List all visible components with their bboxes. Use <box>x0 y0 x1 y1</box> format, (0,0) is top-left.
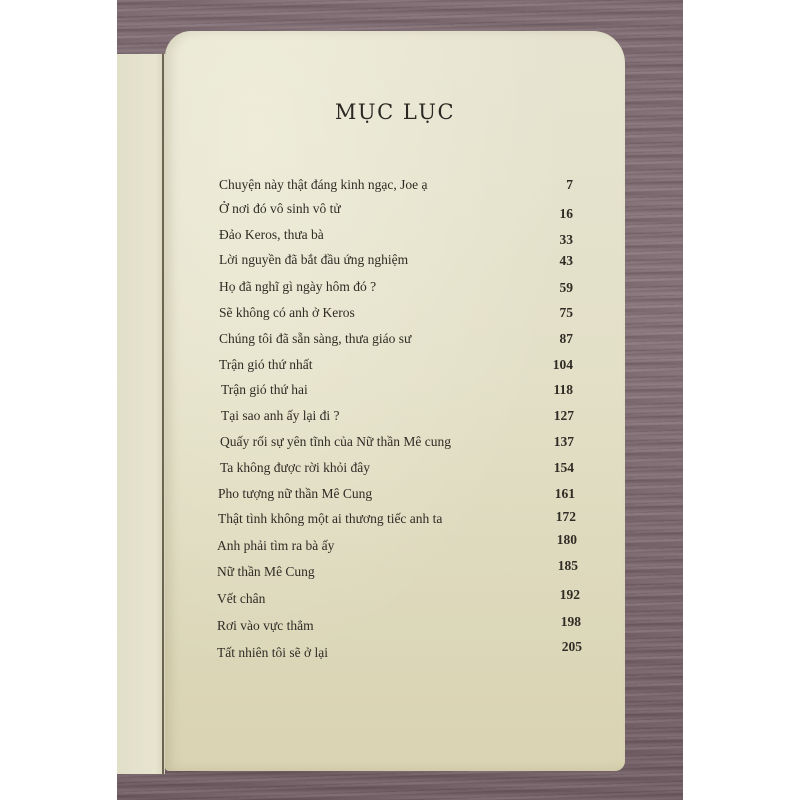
toc-entry-page: 161 <box>554 486 575 501</box>
toc-entry <box>165 252 625 274</box>
toc-entry-title: Đảo Keros, thưa bà <box>219 227 324 242</box>
toc-entry-page: 16 <box>559 206 573 221</box>
toc-entry-page: 59 <box>559 280 573 295</box>
toc-entry <box>165 201 625 223</box>
toc-entry-title: Trận gió thứ hai <box>221 382 308 397</box>
toc-entry-title: Rơi vào vực thẳm <box>217 618 314 633</box>
toc-entry-page: 87 <box>559 331 573 346</box>
toc-entry-page: 180 <box>556 532 577 547</box>
toc-entry <box>165 408 625 430</box>
toc-entry-title: Sẽ không có anh ở Keros <box>219 305 355 320</box>
toc-entry <box>165 382 625 404</box>
toc-entry-page: 33 <box>559 232 573 247</box>
book-spine <box>162 54 164 774</box>
toc-entry-page: 185 <box>557 558 578 573</box>
toc-entry <box>165 511 625 533</box>
toc-entry <box>165 558 625 586</box>
toc-entry-title: Thật tình không một ai thương tiếc anh ta <box>218 511 443 526</box>
book-photo <box>117 0 683 800</box>
toc-entry <box>165 279 625 301</box>
toc-entry-title: Vết chân <box>217 591 266 606</box>
toc-list <box>165 31 625 771</box>
toc-entry-title: Quấy rối sự yên tĩnh của Nữ thần Mê cung <box>220 434 451 449</box>
toc-entry <box>165 331 625 353</box>
toc-entry-page: 205 <box>561 639 582 654</box>
toc-entry-title: Lời nguyền đã bắt đầu ứng nghiệm <box>219 252 409 267</box>
toc-entry-title: Chuyện này thật đáng kinh ngạc, Joe ạ <box>219 177 428 192</box>
toc-entry-page: 7 <box>566 177 573 192</box>
toc-entry <box>165 305 625 327</box>
toc-entry <box>165 614 625 640</box>
toc-entry <box>165 532 625 560</box>
toc-entry-title: Họ đã nghĩ gì ngày hôm đó ? <box>219 279 377 294</box>
toc-entry-page: 198 <box>560 614 581 629</box>
toc-entry <box>165 486 625 508</box>
toc-entry-page: 43 <box>559 253 573 268</box>
toc-entry <box>165 460 625 482</box>
toc-entry-title: Nữ thần Mê Cung <box>217 564 315 579</box>
page-title: MỤC LỤC <box>334 100 456 124</box>
toc-entry-title: Ở nơi đó vô sinh vô tử <box>219 201 341 216</box>
toc-entry <box>165 177 625 199</box>
toc-entry <box>165 639 625 667</box>
toc-entry-page: 192 <box>559 587 580 602</box>
toc-entry-page: 154 <box>553 460 574 475</box>
toc-entry-page: 104 <box>552 357 573 372</box>
toc-entry-title: Ta không được rời khỏi đây <box>220 460 370 475</box>
toc-entry-page: 118 <box>553 382 573 397</box>
toc-entry <box>165 434 625 456</box>
toc-entry-title: Pho tượng nữ thần Mê Cung <box>218 486 373 501</box>
toc-entry-title: Tất nhiên tôi sẽ ở lại <box>217 645 328 660</box>
left-page-edge <box>117 54 165 774</box>
toc-entry-page: 127 <box>553 408 574 423</box>
toc-entry-page: 75 <box>559 305 573 320</box>
toc-entry-title: Chúng tôi đã sẵn sàng, thưa giáo sư <box>219 331 412 346</box>
toc-entry-page: 137 <box>553 434 574 449</box>
toc-entry <box>165 357 625 379</box>
toc-entry <box>165 227 625 249</box>
table-of-contents-page <box>165 31 625 771</box>
toc-entry-title: Tại sao anh ấy lại đi ? <box>221 408 340 423</box>
toc-entry <box>165 587 625 613</box>
toc-entry-title: Trận gió thứ nhất <box>219 357 313 372</box>
toc-entry-page: 172 <box>555 509 576 524</box>
toc-entry-title: Anh phải tìm ra bà ấy <box>217 538 335 553</box>
